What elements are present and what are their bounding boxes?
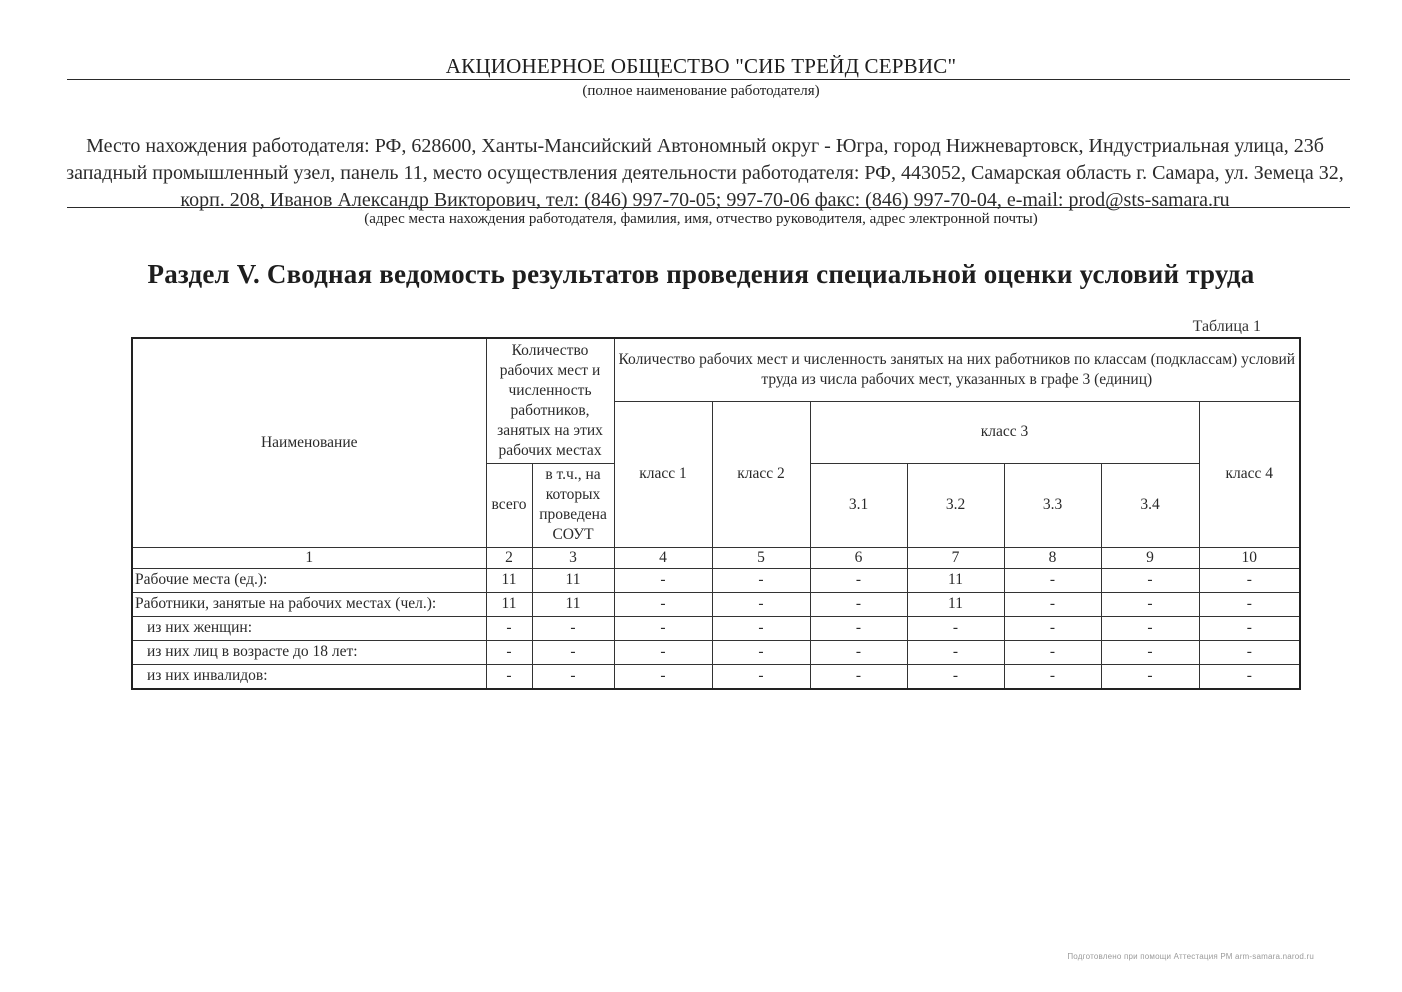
table-cell: - [614,568,712,592]
table-cell: - [486,664,532,689]
header-class4: класс 4 [1199,401,1300,547]
address-underline [67,207,1350,208]
row-label: из них инвалидов: [132,664,486,689]
table-cell: - [614,616,712,640]
column-number-row [132,547,1300,568]
table-cell: - [907,664,1004,689]
table-cell: - [810,616,907,640]
column-number: 5 [712,547,810,568]
row-label: из них женщин: [132,616,486,640]
header-sub34: 3.4 [1101,463,1199,547]
table-cell: - [1199,664,1300,689]
address-line: Место нахождения работодателя: РФ, 628600, Ханты-Мансийский Автономный округ - Югра, город Нижневартовск, Индустриальная улица, 23б [86,135,1324,157]
table-row-workers [132,592,1300,616]
table-row-disabled [132,664,1300,689]
employer-name: АКЦИОНЕРНОЕ ОБЩЕСТВО "СИБ ТРЕЙД СЕРВИС" [445,54,957,78]
table-cell: 11 [486,592,532,616]
table-cell: - [712,640,810,664]
column-number: 10 [1199,547,1300,568]
table-cell: - [532,664,614,689]
table-cell: - [1199,592,1300,616]
table-cell: - [486,640,532,664]
row-label: Рабочие места (ед.): [132,568,486,592]
row-label: из них лиц в возрасте до 18 лет: [132,640,486,664]
row-label: Работники, занятые на рабочих местах (чел.): [132,592,486,616]
header-sout: в т.ч., на которых проведена СОУТ [532,463,614,547]
table-cell: - [810,568,907,592]
column-number: 1 [132,547,486,568]
header-total: всего [486,463,532,547]
table-cell: - [810,592,907,616]
address-line: корп. 208, Иванов Александр Викторович, тел: (846) 997-70-05; 997-70-06 факс: (846) 997-70-04, e-mail: prod@sts-samara.ru [180,189,1230,211]
table-cell: 11 [532,568,614,592]
table-cell: - [1101,616,1199,640]
table-cell: 11 [907,592,1004,616]
address-line: западный промышленный узел, панель 11, место осуществления деятельности работодателя: РФ, 443052, Самарская область г. Самара, ул. Земеца 32, [66,162,1344,184]
table-row-women [132,616,1300,640]
column-number: 3 [532,547,614,568]
summary-table [131,337,1301,690]
table-cell: - [1199,568,1300,592]
table-cell: - [1199,640,1300,664]
column-number: 9 [1101,547,1199,568]
table-label: Таблица 1 [1192,318,1261,335]
table-cell: - [1101,640,1199,664]
table-cell: 11 [486,568,532,592]
table-cell: - [1199,616,1300,640]
section-title: Раздел V. Сводная ведомость результатов проведения специальной оценки условий труда [147,259,1255,289]
table-row-under-18 [132,640,1300,664]
column-number: 7 [907,547,1004,568]
table-cell: - [712,592,810,616]
header-name: Наименование [132,338,486,547]
header-classes-group: Количество рабочих мест и численность занятых на них работников по классам (подклассам) условий труда из числа рабочих мест, указанных в графе 3 (единиц) [614,338,1300,401]
table-cell: - [614,664,712,689]
table-cell: - [1101,664,1199,689]
table-cell: - [1101,568,1199,592]
header-sub33: 3.3 [1004,463,1101,547]
table-cell: - [712,568,810,592]
table-cell: - [712,616,810,640]
address-caption: (адрес места нахождения работодателя, фамилия, имя, отчество руководителя, адрес электронной почты) [364,211,1038,227]
employer-address [60,133,1350,214]
table-cell: 11 [532,592,614,616]
footer-note: Подготовлено при помощи Аттестация РМ arm-samara.narod.ru [1067,952,1314,961]
table-cell: - [712,664,810,689]
table-cell: - [810,664,907,689]
table-cell: - [1004,616,1101,640]
column-number: 4 [614,547,712,568]
table-cell: - [1004,664,1101,689]
table-cell: - [1004,640,1101,664]
table-cell: - [486,616,532,640]
table-cell: - [532,640,614,664]
header-count: Количество рабочих мест и численность работников, занятых на этих рабочих местах [486,338,614,463]
column-number: 2 [486,547,532,568]
table-cell: - [1101,592,1199,616]
header-class3: класс 3 [810,401,1199,463]
table-cell: - [532,616,614,640]
table-cell: 11 [907,568,1004,592]
header-class2: класс 2 [712,401,810,547]
header-sub31: 3.1 [810,463,907,547]
column-number: 6 [810,547,907,568]
header-class1: класс 1 [614,401,712,547]
employer-name-caption: (полное наименование работодателя) [582,83,820,99]
employer-name-underline [67,79,1350,80]
table-cell: - [907,616,1004,640]
table-cell: - [1004,592,1101,616]
table-cell: - [1004,568,1101,592]
header-sub32: 3.2 [907,463,1004,547]
table-cell: - [614,640,712,664]
table-cell: - [614,592,712,616]
table-cell: - [907,640,1004,664]
column-number: 8 [1004,547,1101,568]
table-row-workplaces [132,568,1300,592]
table-cell: - [810,640,907,664]
